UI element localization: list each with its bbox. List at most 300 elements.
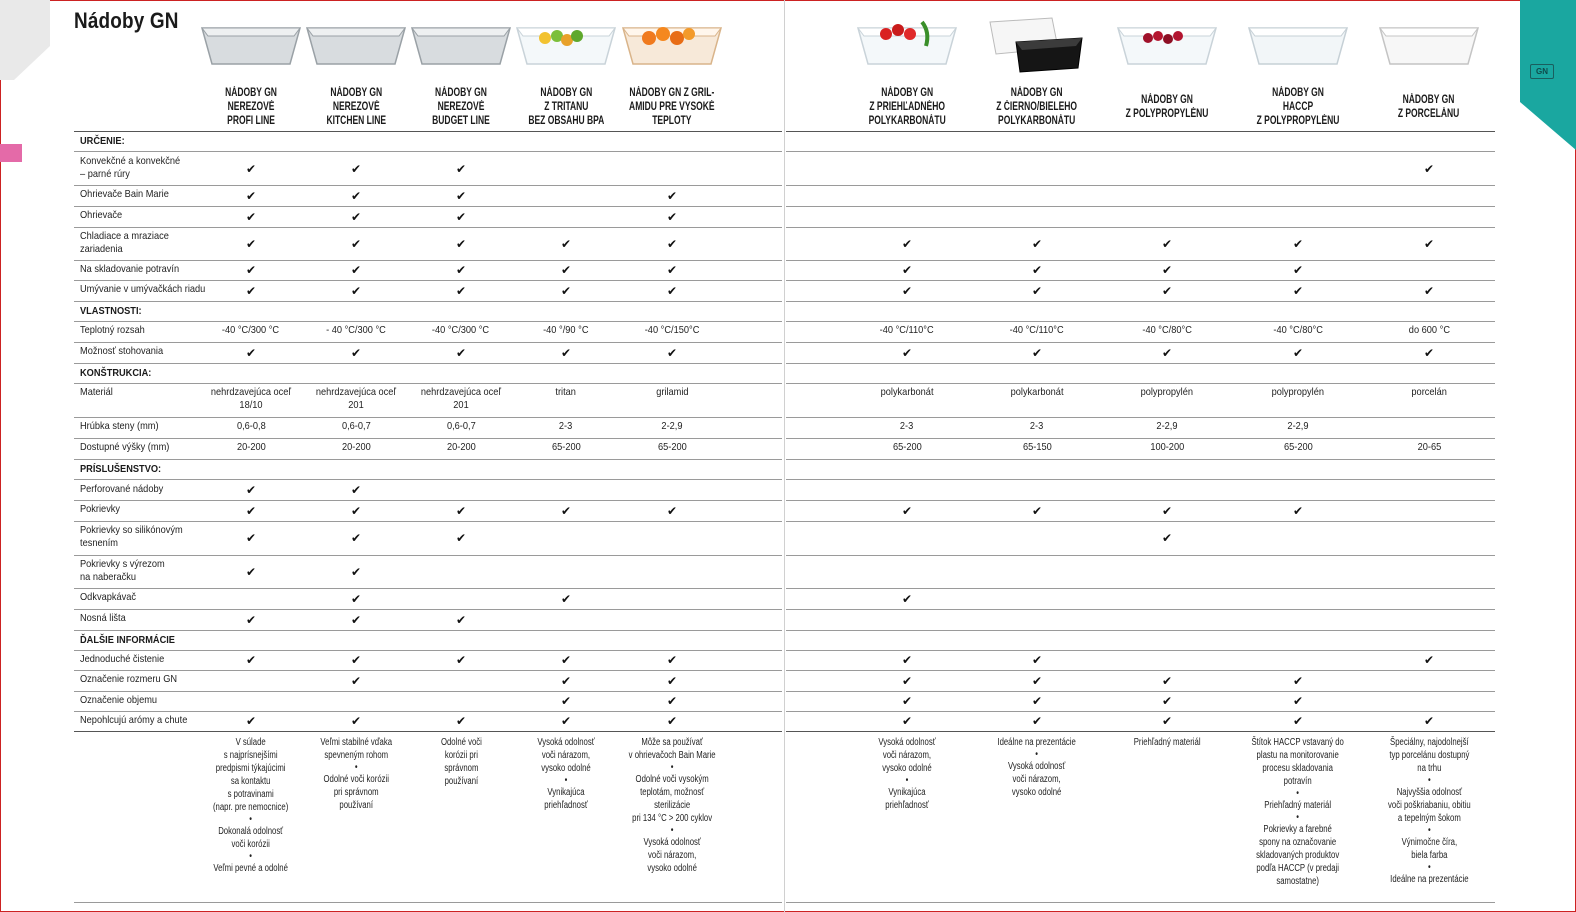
row-divider (786, 342, 1495, 343)
check-mark-icon: ✔ (455, 653, 467, 667)
row-divider (74, 151, 782, 152)
row-label-line: – parné rúry (80, 168, 130, 180)
row-divider (786, 260, 1495, 261)
note-line: teplotám, možnosť (639, 787, 705, 798)
row-divider (74, 479, 782, 480)
column-header-line: HACCP (1282, 101, 1314, 113)
row-divider (74, 206, 782, 207)
column-header-line: PROFI LINE (227, 115, 275, 127)
cell-value: nehrdzavejúca oceľ 201 (315, 386, 397, 411)
column-header-line: Z TRITANU (543, 101, 589, 113)
row-divider (786, 131, 1495, 132)
row-divider (786, 363, 1495, 364)
row-divider (74, 650, 782, 651)
check-mark-icon: ✔ (1031, 714, 1043, 728)
check-mark-icon: ✔ (1031, 504, 1043, 518)
table-cell (512, 386, 620, 399)
table-cell (197, 441, 305, 454)
note-line: používaní (339, 800, 373, 811)
column-header-line: POLYKARBONÁTU (868, 115, 946, 127)
note-line: voči nárazom, (1012, 774, 1062, 785)
cell-value: 0,6-0,7 (341, 420, 371, 432)
cell-value: nehrdzavejúca oceľ 18/10 (210, 386, 292, 411)
table-cell (853, 324, 961, 337)
note-line: sa kontaktu (231, 776, 271, 787)
check-mark-icon: ✔ (1292, 694, 1304, 708)
table-cell (302, 441, 410, 454)
column-header-line: BUDGET LINE (432, 115, 490, 127)
row-label-line: Jednoduché čistenie (80, 653, 165, 665)
table-cell (197, 420, 305, 433)
row-divider (786, 670, 1495, 671)
row-label-line: Hrúbka steny (mm) (80, 420, 159, 432)
check-mark-icon: ✔ (350, 483, 362, 497)
note-line: vysoko odolné (541, 763, 591, 774)
note-line: v ohrievačoch Bain Marie (628, 750, 716, 761)
column-header-label (221, 86, 281, 128)
cell-value: 20-200 (341, 441, 371, 453)
check-mark-icon: ✔ (1161, 674, 1173, 688)
check-mark-icon: ✔ (901, 674, 913, 688)
note-line: a tepelným šokom (1397, 813, 1461, 824)
row-label (80, 420, 169, 433)
check-mark-icon: ✔ (350, 592, 362, 606)
cell-value: 0,6-0,8 (236, 420, 266, 432)
column-header-label (862, 86, 952, 128)
check-mark-icon: ✔ (560, 263, 572, 277)
note-line: na trhu (1416, 763, 1442, 774)
note-line: Dokonalá odolnosť (218, 826, 284, 837)
column-header-label (427, 86, 494, 128)
table-cell (983, 441, 1091, 454)
bullet-icon: • (670, 825, 674, 836)
section-urcenie (80, 135, 131, 148)
section-label: ĎALŠIE INFORMÁCIE (80, 634, 175, 646)
check-mark-icon: ✔ (455, 284, 467, 298)
table-cell (1113, 386, 1221, 399)
section-label: URČENIE: (80, 135, 125, 147)
check-mark-icon: ✔ (245, 162, 257, 176)
note-line: Ideálne na prezentácie (1389, 874, 1469, 885)
note-line: Odolné voči korózii (323, 774, 389, 785)
row-divider (786, 383, 1495, 384)
row-divider (786, 151, 1495, 152)
row-label-line: na naberačku (80, 571, 137, 583)
cell-value: polykarbonát (880, 386, 934, 398)
cell-value: -40 °C/110°C (880, 324, 934, 336)
check-mark-icon: ✔ (901, 653, 913, 667)
check-mark-icon: ✔ (560, 592, 572, 606)
table-cell (1244, 324, 1352, 337)
note-line: Najvyššia odolnosť (1396, 787, 1462, 798)
note-line: priehľadnosť (885, 800, 929, 811)
table-cell (853, 386, 961, 399)
bullet-icon: • (1427, 862, 1431, 873)
column-header-line: NEREZOVÉ (227, 101, 275, 113)
clear-pan-cherries-image (1112, 8, 1222, 76)
table-cell (1244, 420, 1352, 433)
note-line: vysoko odolné (647, 863, 697, 874)
check-mark-icon: ✔ (245, 714, 257, 728)
table-cell (618, 420, 726, 433)
page-marker-tab (0, 144, 22, 162)
column-header-line: Z ČIERNO/BIELEHO (996, 101, 1078, 113)
section-prislusenstvo (80, 463, 172, 476)
note-line: s najprísnejšími (224, 750, 278, 761)
row-label (80, 283, 222, 296)
check-mark-icon: ✔ (350, 237, 362, 251)
column-header-porcelain (1359, 84, 1499, 130)
check-mark-icon: ✔ (1292, 263, 1304, 277)
row-label-line: Označenie objemu (80, 694, 158, 706)
cell-value: polypropylén (1140, 386, 1194, 398)
check-mark-icon: ✔ (1423, 714, 1435, 728)
table-cell (1375, 441, 1483, 454)
check-mark-icon: ✔ (666, 263, 678, 277)
row-divider (74, 342, 782, 343)
bullet-icon: • (1296, 812, 1300, 823)
check-mark-icon: ✔ (666, 284, 678, 298)
note-line: voči korózii (231, 839, 271, 850)
check-mark-icon: ✔ (245, 210, 257, 224)
row-divider (74, 383, 782, 384)
table-cell (302, 324, 410, 337)
check-mark-icon: ✔ (350, 210, 362, 224)
cell-value: grilamid (655, 386, 689, 398)
check-mark-icon: ✔ (245, 531, 257, 545)
row-label (80, 441, 182, 454)
check-mark-icon: ✔ (1161, 714, 1173, 728)
row-divider (786, 609, 1495, 610)
cell-value: porcelán (1411, 386, 1447, 398)
row-divider (786, 227, 1495, 228)
row-label (80, 188, 181, 201)
bullet-icon: • (1296, 788, 1300, 799)
column-header-line: NÁDOBY GN (330, 87, 382, 99)
note-line: Výnimočne číra, (1401, 837, 1457, 848)
notes-text (992, 736, 1081, 799)
row-label (80, 483, 175, 496)
table-cell (853, 420, 961, 433)
row-label (80, 209, 128, 222)
notes-text (874, 736, 939, 812)
row-divider (74, 438, 782, 439)
black-white-pans-image (982, 8, 1092, 76)
check-mark-icon: ✔ (666, 346, 678, 360)
table-cell (302, 420, 410, 433)
check-mark-icon: ✔ (1031, 674, 1043, 688)
row-label (80, 694, 168, 707)
note-line: plastu na monitorovanie (1256, 750, 1340, 761)
table-cell (853, 441, 961, 454)
bullet-icon: • (249, 814, 253, 825)
check-mark-icon: ✔ (455, 613, 467, 627)
column-header-line: Z PORCELÁNU (1398, 108, 1460, 120)
check-mark-icon: ✔ (1292, 674, 1304, 688)
check-mark-icon: ✔ (455, 189, 467, 203)
check-mark-icon: ✔ (455, 714, 467, 728)
check-mark-icon: ✔ (560, 694, 572, 708)
table-cell (1113, 324, 1221, 337)
check-mark-icon: ✔ (901, 714, 913, 728)
check-mark-icon: ✔ (245, 237, 257, 251)
column-header-pc_clear (837, 84, 977, 130)
check-mark-icon: ✔ (666, 237, 678, 251)
row-label-line: Odkvapkávač (80, 591, 136, 603)
table-cell (1375, 386, 1483, 399)
cell-value: nehrdzavejúca oceľ 201 (420, 386, 502, 411)
row-label-line: Konvekčné a konvekčné (80, 155, 181, 167)
check-mark-icon: ✔ (455, 346, 467, 360)
row-divider (74, 459, 782, 460)
column-header-line: NEREZOVÉ (437, 101, 485, 113)
note-line: voči nárazom, (882, 750, 932, 761)
check-mark-icon: ✔ (666, 189, 678, 203)
column-header-line: NÁDOBY GN Z GRIL- (629, 87, 715, 99)
cell-value: 65-200 (551, 441, 581, 453)
check-mark-icon: ✔ (901, 263, 913, 277)
note-line: podľa HACCP (v predaji (1256, 863, 1340, 874)
row-divider (786, 206, 1495, 207)
check-mark-icon: ✔ (1161, 694, 1173, 708)
note-line: priehľadnosť (544, 800, 588, 811)
row-divider (786, 185, 1495, 186)
check-mark-icon: ✔ (245, 504, 257, 518)
column-header-label (1250, 86, 1346, 128)
table-cell (512, 420, 620, 433)
column-header-line: NÁDOBY GN (1272, 87, 1324, 99)
cell-value: polykarbonát (1010, 386, 1064, 398)
section-label: KONŠTRUKCIA: (80, 367, 152, 379)
row-label (80, 558, 176, 584)
row-label (80, 673, 190, 686)
row-label (80, 386, 117, 399)
bullet-icon: • (670, 762, 674, 773)
row-divider (74, 691, 782, 692)
row-label-line: Nosná lišta (80, 612, 126, 624)
check-mark-icon: ✔ (350, 162, 362, 176)
bullet-icon: • (1035, 749, 1039, 760)
row-divider (74, 521, 782, 522)
check-mark-icon: ✔ (350, 346, 362, 360)
check-mark-icon: ✔ (245, 565, 257, 579)
check-mark-icon: ✔ (455, 504, 467, 518)
row-divider (74, 609, 782, 610)
column-header-pc_bw (967, 84, 1107, 130)
note-line: biela farba (1410, 850, 1448, 861)
note-line: Odolné voči (440, 737, 482, 748)
note-line: voči nárazom, (647, 850, 697, 861)
note-line: Vysoká odolnosť (878, 737, 936, 748)
notes-text (1129, 736, 1205, 749)
note-line: Ideálne na prezentácie (997, 737, 1077, 748)
check-mark-icon: ✔ (1031, 263, 1043, 277)
check-mark-icon: ✔ (1161, 531, 1173, 545)
row-label (80, 345, 174, 358)
note-line: Vysoká odolnosť (643, 837, 701, 848)
clear-pan-tomatoes-image (852, 8, 962, 76)
note-line: korózii pri (444, 750, 478, 761)
check-mark-icon: ✔ (245, 483, 257, 497)
row-divider (74, 731, 782, 732)
check-mark-icon: ✔ (560, 346, 572, 360)
check-mark-icon: ✔ (245, 284, 257, 298)
check-mark-icon: ✔ (560, 674, 572, 688)
row-divider (74, 500, 782, 501)
note-line: používaní (444, 776, 478, 787)
cell-value: 2-3 (1030, 420, 1044, 432)
column-notes (1367, 736, 1491, 886)
check-mark-icon: ✔ (350, 613, 362, 627)
notes-text (623, 736, 722, 875)
row-label-line: Dostupné výšky (mm) (80, 441, 170, 453)
row-label (80, 155, 194, 181)
section-label: PRÍSLUŠENSTVO: (80, 463, 162, 475)
check-mark-icon: ✔ (350, 531, 362, 545)
check-mark-icon: ✔ (350, 263, 362, 277)
row-divider (74, 321, 782, 322)
note-line: pri 134 °C > 200 cyklov (632, 813, 712, 824)
note-line: V súlade (235, 737, 267, 748)
row-divider (786, 459, 1495, 460)
cell-value: 65-200 (657, 441, 687, 453)
row-divider (786, 650, 1495, 651)
clear-pan-vegetables-image (511, 8, 621, 76)
column-header-label (990, 86, 1084, 128)
section-vlastnosti (80, 305, 150, 318)
check-mark-icon: ✔ (1292, 346, 1304, 360)
check-mark-icon: ✔ (901, 284, 913, 298)
row-divider (786, 902, 1495, 903)
check-mark-icon: ✔ (1292, 504, 1304, 518)
row-label (80, 503, 126, 516)
row-divider (74, 185, 782, 186)
check-mark-icon: ✔ (350, 674, 362, 688)
row-divider (786, 555, 1495, 556)
table-cell (618, 324, 726, 337)
note-line: Vysoká odolnosť (537, 737, 595, 748)
row-label (80, 591, 144, 604)
check-mark-icon: ✔ (560, 237, 572, 251)
note-line: (napr. pre nemocnice) (213, 802, 289, 813)
cell-value: 65-200 (892, 441, 922, 453)
note-line: Veľmi pevné a odolné (213, 863, 289, 874)
column-header-line: POLYKARBONÁTU (998, 115, 1076, 127)
cell-value: 2-2,9 (1287, 420, 1309, 432)
check-mark-icon: ✔ (1423, 162, 1435, 176)
column-header-line: NÁDOBY GN (225, 87, 277, 99)
check-mark-icon: ✔ (1292, 284, 1304, 298)
cell-value: 65-200 (1283, 441, 1313, 453)
row-label-line: Chladiace a mraziace (80, 230, 169, 242)
cell-value: -40 °/90 °C (543, 324, 589, 336)
row-divider (74, 630, 782, 631)
notes-text (315, 736, 396, 812)
cell-value: -40 °C/300 °C (222, 324, 280, 336)
row-divider (74, 417, 782, 418)
row-divider (74, 301, 782, 302)
check-mark-icon: ✔ (901, 592, 913, 606)
notes-text (533, 736, 598, 812)
table-cell (512, 441, 620, 454)
note-line: Vynikajúca (547, 787, 585, 798)
check-mark-icon: ✔ (1031, 346, 1043, 360)
check-mark-icon: ✔ (666, 674, 678, 688)
cell-value: 20-65 (1417, 441, 1441, 453)
check-mark-icon: ✔ (666, 694, 678, 708)
table-cell (618, 441, 726, 454)
cell-value: -40 °C/110°C (1010, 324, 1064, 336)
note-line: Vysoká odolnosť (1008, 761, 1066, 772)
cell-value: polypropylén (1271, 386, 1325, 398)
check-mark-icon: ✔ (666, 714, 678, 728)
row-label-line: Nepohlcujú arómy a chute (80, 714, 188, 726)
check-mark-icon: ✔ (1161, 284, 1173, 298)
row-label-line: Označenie rozmeru GN (80, 673, 178, 685)
row-divider (74, 711, 782, 712)
notes-text (208, 736, 294, 875)
row-divider (74, 260, 782, 261)
note-line: vysoko odolné (1012, 787, 1062, 798)
check-mark-icon: ✔ (1423, 284, 1435, 298)
note-line: Môže sa používať (641, 737, 703, 748)
table-cell (1113, 420, 1221, 433)
row-divider (786, 500, 1495, 501)
row-label-line: zariadenia (80, 243, 123, 255)
column-notes (1236, 736, 1360, 888)
note-line: samostatne) (1276, 876, 1320, 887)
row-divider (786, 731, 1495, 732)
cell-value: 20-200 (236, 441, 266, 453)
row-label (80, 263, 193, 276)
note-line: Pokrievky a farebné (1263, 824, 1333, 835)
cell-value: 2-3 (900, 420, 914, 432)
row-label-line: tesnením (80, 537, 119, 549)
row-divider (74, 588, 782, 589)
table-cell (1375, 324, 1483, 337)
check-mark-icon: ✔ (1423, 346, 1435, 360)
check-mark-icon: ✔ (1161, 263, 1173, 277)
check-mark-icon: ✔ (455, 531, 467, 545)
table-cell (512, 324, 620, 337)
check-mark-icon: ✔ (1031, 694, 1043, 708)
note-line: Veľmi stabilné vďaka (320, 737, 392, 748)
check-mark-icon: ✔ (350, 189, 362, 203)
check-mark-icon: ✔ (1161, 346, 1173, 360)
check-mark-icon: ✔ (901, 346, 913, 360)
check-mark-icon: ✔ (455, 162, 467, 176)
table-cell (407, 420, 515, 433)
column-header-label (1119, 93, 1215, 121)
cell-value: 2-3 (559, 420, 573, 432)
row-label (80, 324, 154, 337)
note-line: Priehľadný materiál (1264, 800, 1332, 811)
row-divider (74, 131, 782, 132)
note-line: pri správnom (333, 787, 379, 798)
row-divider (786, 630, 1495, 631)
table-cell (1244, 386, 1352, 399)
note-line: voči poškriabaniu, obitiu (1387, 800, 1471, 811)
column-header-line: KITCHEN LINE (326, 115, 386, 127)
column-header-pp (1097, 84, 1237, 130)
table-cell (1244, 441, 1352, 454)
note-line: Vynikajúca (888, 787, 926, 798)
bullet-icon: • (249, 851, 253, 862)
row-label (80, 653, 176, 666)
section-label: VLASTNOSTI: (80, 305, 142, 317)
table-cell (618, 386, 726, 399)
check-mark-icon: ✔ (350, 565, 362, 579)
